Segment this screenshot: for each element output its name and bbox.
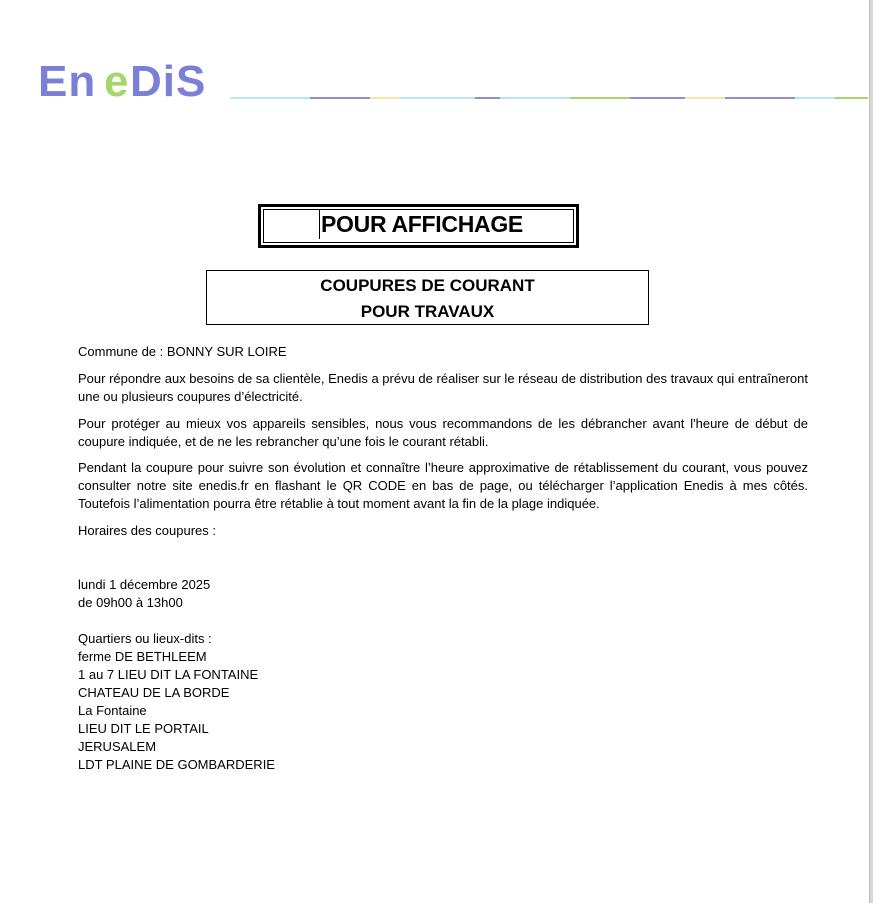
svg-text:En: En [38,58,97,102]
location-item: La Fontaine [78,703,147,718]
text-cursor [319,209,320,239]
svg-text:e: e [104,58,129,102]
schedule-date: lundi 1 décembre 2025 [78,577,211,592]
location-item: LIEU DIT LE PORTAIL [78,721,209,736]
location-item: 1 au 7 LIEU DIT LA FONTAINE [78,667,259,682]
paragraph-2: Pour protéger au mieux vos appareils sensibles, nous vous recommandons de les débrancher avant l'heure de début de coupure indiquée, et de ne les rebrancher qu’une fois le courant rétabli. [78,416,808,449]
locations-block [78,630,808,774]
title-line-2: POUR TRAVAUX [360,302,495,321]
paragraph-1: Pour répondre aux besoins de sa clientèle, Enedis a prévu de réaliser sur le réseau de distribution des travaux qui entraîneront une ou plusieurs coupures d’électricité. [78,371,808,404]
schedule-block [78,576,808,612]
location-item: CHATEAU DE LA BORDE [78,685,230,700]
notice-label: POUR AFFICHAGE [321,211,523,237]
location-item: ferme DE BETHLEEM [78,649,207,664]
title-line-1: COUPURES DE COURANT [320,276,535,295]
paragraph-3: Pendant la coupure pour suivre son évolution et connaître l’heure approximative de rétablissement du courant, vous pouvez consulter notre site enedis.fr en flashant le QR CODE en bas de page, ou télécharger l’application Enedis à mes côtés. Toutefois l’alimentation pourra être rétablie à tout moment avant la fin de la plage indiquée. [78,460,808,511]
notice-box [258,204,579,248]
schedule-hours: de 09h00 à 13h00 [78,595,183,610]
svg-text:DiS: DiS [130,58,207,102]
commune-line: Commune de : BONNY SUR LOIRE [78,344,287,359]
location-item: LDT PLAINE DE GOMBARDERIE [78,757,275,772]
header-rule [230,96,868,100]
location-item: JERUSALEM [78,739,157,754]
locations-heading: Quartiers ou lieux-dits : [78,631,212,646]
enedis-logo [38,58,223,107]
title-box [206,270,649,325]
page-edge [869,0,873,903]
schedule-heading: Horaires des coupures : [78,523,217,538]
